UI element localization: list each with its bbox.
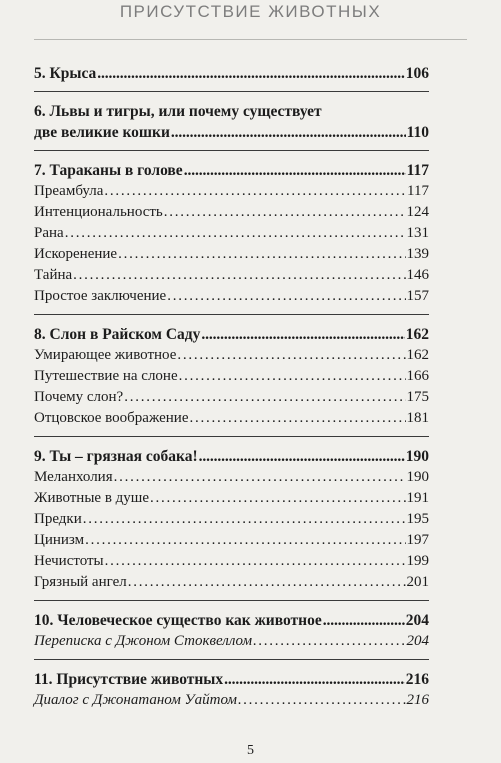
dot-leader [97, 63, 404, 84]
dot-leader [73, 265, 405, 286]
entry-page: 201 [406, 574, 429, 590]
toc-chapter-11[interactable] [34, 669, 429, 690]
header-rule [34, 39, 467, 40]
chapter-title-line-2: две великие кошки [34, 124, 170, 141]
entry-title: Цинизм [34, 532, 85, 548]
dot-leader [171, 122, 406, 143]
entry-page: 124 [406, 204, 429, 220]
entry-title: Диалог с Джонатаном Уайтом [34, 692, 237, 708]
toc-entry[interactable] [34, 690, 429, 711]
entry-title: Умирающее животное [34, 347, 177, 363]
chapter-page: 110 [406, 124, 429, 141]
dot-leader [124, 387, 405, 408]
entry-page: 195 [406, 511, 429, 527]
entry-title: Нечистоты [34, 553, 104, 569]
chapter-page: 117 [406, 162, 429, 179]
entry-page: 157 [406, 288, 429, 304]
chapter-separator [34, 314, 429, 315]
entry-title: Простое заключение [34, 288, 167, 304]
dot-leader [65, 223, 406, 244]
chapter-page: 162 [405, 326, 429, 343]
dot-leader [128, 572, 406, 593]
dot-leader [83, 509, 406, 530]
dot-leader [114, 467, 406, 488]
chapter-separator [34, 659, 429, 660]
toc-entry[interactable] [34, 467, 429, 488]
toc-entry[interactable] [34, 244, 429, 265]
toc-entry[interactable] [34, 488, 429, 509]
entry-page: 204 [406, 633, 429, 649]
dot-leader [167, 286, 405, 307]
entry-title: Почему слон? [34, 389, 124, 405]
dot-leader [184, 160, 406, 181]
dot-leader [199, 446, 405, 467]
chapter-title: 7. Тараканы в голове [34, 162, 183, 179]
toc-entry[interactable] [34, 530, 429, 551]
toc-chapter-5[interactable] [34, 63, 429, 84]
entry-page: 162 [406, 347, 429, 363]
chapter-separator [34, 150, 429, 151]
running-head: ПРИСУТСТВИЕ ЖИВОТНЫХ [119, 2, 382, 21]
entry-title: Грязный ангел [34, 574, 127, 590]
chapter-page: 106 [405, 65, 429, 82]
entry-title: Меланхолия [34, 469, 113, 485]
toc-entry[interactable] [34, 181, 429, 202]
entry-title: Интенциональность [34, 204, 163, 220]
page-number: 5 [247, 743, 254, 758]
chapter-title: 8. Слон в Райском Саду [34, 326, 201, 343]
toc-chapter-10[interactable] [34, 610, 429, 631]
entry-page: 181 [406, 410, 429, 426]
entry-title: Путешествие на слоне [34, 368, 178, 384]
entry-page: 117 [407, 183, 429, 199]
toc-entry[interactable] [34, 631, 429, 652]
chapter-page: 190 [405, 448, 429, 465]
entry-page: 131 [406, 225, 429, 241]
entry-page: 197 [406, 532, 429, 548]
toc-chapter-7[interactable] [34, 160, 429, 181]
entry-title: Рана [34, 225, 64, 241]
toc-entry[interactable] [34, 509, 429, 530]
entry-title: Искоренение [34, 246, 118, 262]
entry-title: Предки [34, 511, 82, 527]
entry-page: 139 [406, 246, 429, 262]
chapter-title: 10. Человеческое существо как животное [34, 612, 322, 629]
toc-entry[interactable] [34, 265, 429, 286]
chapter-title: 5. Крыса [34, 65, 97, 82]
entry-page: 190 [406, 469, 429, 485]
dot-leader [104, 181, 406, 202]
entry-page: 199 [406, 553, 429, 569]
dot-leader [224, 669, 405, 690]
dot-leader [190, 408, 406, 429]
toc-entry[interactable] [34, 202, 429, 223]
chapter-separator [34, 436, 429, 437]
table-of-contents [34, 63, 429, 711]
toc-entry[interactable] [34, 572, 429, 593]
toc-chapter-9[interactable] [34, 446, 429, 467]
toc-entry[interactable] [34, 223, 429, 244]
entry-title: Переписка с Джоном Стоквеллом [34, 633, 253, 649]
chapter-separator [34, 600, 429, 601]
chapter-title-line-1[interactable]: 6. Львы и тигры, или почему существует [34, 103, 322, 120]
toc-entry[interactable] [34, 345, 429, 366]
chapter-separator [34, 91, 429, 92]
dot-leader [253, 631, 405, 652]
dot-leader [238, 690, 406, 711]
dot-leader [201, 324, 404, 345]
entry-title: Преамбула [34, 183, 104, 199]
toc-entry[interactable] [34, 366, 429, 387]
toc-chapter-8[interactable] [34, 324, 429, 345]
dot-leader [164, 202, 406, 223]
chapter-page: 204 [405, 612, 429, 629]
chapter-title: 11. Присутствие животных [34, 671, 224, 688]
dot-leader [323, 610, 405, 631]
entry-page: 175 [406, 389, 429, 405]
entry-title: Отцовское воображение [34, 410, 189, 426]
dot-leader [118, 244, 405, 265]
dot-leader [105, 551, 406, 572]
dot-leader [179, 366, 406, 387]
entry-page: 216 [406, 692, 429, 708]
toc-entry[interactable] [34, 286, 429, 307]
entry-title: Тайна [34, 267, 73, 283]
entry-title: Животные в душе [34, 490, 149, 506]
dot-leader [177, 345, 405, 366]
entry-page: 166 [406, 368, 429, 384]
chapter-title: 9. Ты – грязная собака! [34, 448, 198, 465]
toc-chapter-6[interactable] [34, 122, 429, 143]
chapter-page: 216 [405, 671, 429, 688]
toc-entry[interactable] [34, 551, 429, 572]
dot-leader [150, 488, 406, 509]
toc-entry[interactable] [34, 387, 429, 408]
dot-leader [85, 530, 405, 551]
entry-page: 191 [406, 490, 429, 506]
toc-entry[interactable] [34, 408, 429, 429]
entry-page: 146 [406, 267, 429, 283]
